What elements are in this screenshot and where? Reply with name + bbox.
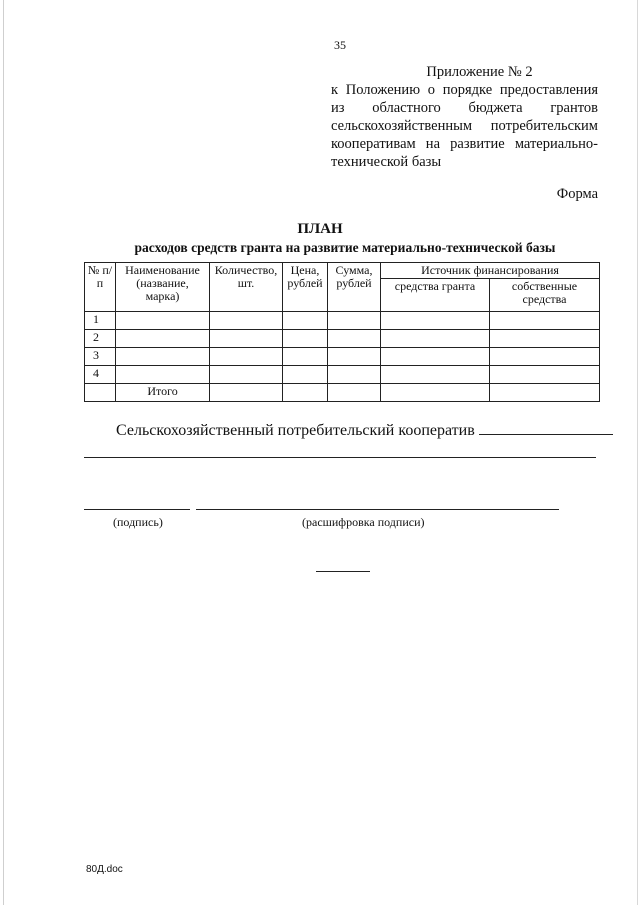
table-row xyxy=(85,348,600,366)
cell-price[interactable] xyxy=(283,330,328,348)
cell-sum[interactable] xyxy=(328,348,381,366)
form-label: Форма xyxy=(556,186,598,202)
row-number: 4 xyxy=(85,366,116,384)
cell-own[interactable] xyxy=(490,366,600,384)
cooperative-name-field[interactable] xyxy=(479,420,613,435)
appendix-title: Приложение № 2 xyxy=(426,64,533,80)
cell-sum[interactable] xyxy=(328,384,381,402)
row-number: 2 xyxy=(85,330,116,348)
header-num: № п/п xyxy=(85,263,116,312)
cell-grant[interactable] xyxy=(381,366,490,384)
cell-qty[interactable] xyxy=(210,312,283,330)
cell-sum[interactable] xyxy=(328,312,381,330)
header-grant: средства гранта xyxy=(381,279,490,312)
signature-decode-line[interactable] xyxy=(196,509,559,510)
header-own: собственные средства xyxy=(490,279,600,312)
header-price: Цена, рублей xyxy=(283,263,328,312)
cell-qty[interactable] xyxy=(210,330,283,348)
cell-name[interactable] xyxy=(116,330,210,348)
header-source: Источник финансирования xyxy=(381,263,600,279)
cell-own[interactable] xyxy=(490,384,600,402)
header-qty: Количество, шт. xyxy=(210,263,283,312)
cell-price[interactable] xyxy=(283,348,328,366)
cell-grant[interactable] xyxy=(381,384,490,402)
plan-subtitle: расходов средств гранта на развитие материально-технической базы xyxy=(134,240,556,255)
footer-filename: 80Д.doc xyxy=(86,864,123,875)
cooperative-name-continuation-line[interactable] xyxy=(84,457,596,458)
total-num-cell xyxy=(85,384,116,402)
table-row xyxy=(85,312,600,330)
signature-line[interactable] xyxy=(84,509,190,510)
cell-price[interactable] xyxy=(283,366,328,384)
page-edge-right xyxy=(637,0,638,905)
cooperative-line xyxy=(116,420,613,440)
row-number: 3 xyxy=(85,348,116,366)
end-divider xyxy=(316,571,370,572)
table-total-row xyxy=(85,384,600,402)
cell-price[interactable] xyxy=(283,384,328,402)
plan-title: ПЛАН xyxy=(297,221,343,237)
cooperative-label: Сельскохозяйственный потребительский кооператив xyxy=(116,422,475,439)
cell-sum[interactable] xyxy=(328,330,381,348)
cell-grant[interactable] xyxy=(381,312,490,330)
cell-sum[interactable] xyxy=(328,366,381,384)
cell-own[interactable] xyxy=(490,330,600,348)
table-row xyxy=(85,330,600,348)
cell-qty[interactable] xyxy=(210,384,283,402)
cell-own[interactable] xyxy=(490,348,600,366)
table-header-row xyxy=(85,263,600,279)
cell-qty[interactable] xyxy=(210,348,283,366)
row-number: 1 xyxy=(85,312,116,330)
header-name: Наименование (название, марка) xyxy=(116,263,210,312)
header-sum: Сумма, рублей xyxy=(328,263,381,312)
page-number: 35 xyxy=(334,38,346,52)
cell-name[interactable] xyxy=(116,366,210,384)
cell-qty[interactable] xyxy=(210,366,283,384)
total-label: Итого xyxy=(116,384,210,402)
cell-name[interactable] xyxy=(116,312,210,330)
cell-price[interactable] xyxy=(283,312,328,330)
page-edge-left xyxy=(3,0,4,905)
cell-own[interactable] xyxy=(490,312,600,330)
appendix-block xyxy=(331,63,598,171)
appendix-text: к Положению о порядке предоставления из областного бюджета грантов сельскохозяйственным потребительским кооперативам на развитие материально-технической базы xyxy=(331,82,598,170)
cell-name[interactable] xyxy=(116,348,210,366)
cell-grant[interactable] xyxy=(381,348,490,366)
table-row xyxy=(85,366,600,384)
expense-plan-table xyxy=(84,262,600,402)
cell-grant[interactable] xyxy=(381,330,490,348)
signature-label: (подпись) xyxy=(113,515,163,529)
signature-decode-label: (расшифровка подписи) xyxy=(302,515,425,529)
